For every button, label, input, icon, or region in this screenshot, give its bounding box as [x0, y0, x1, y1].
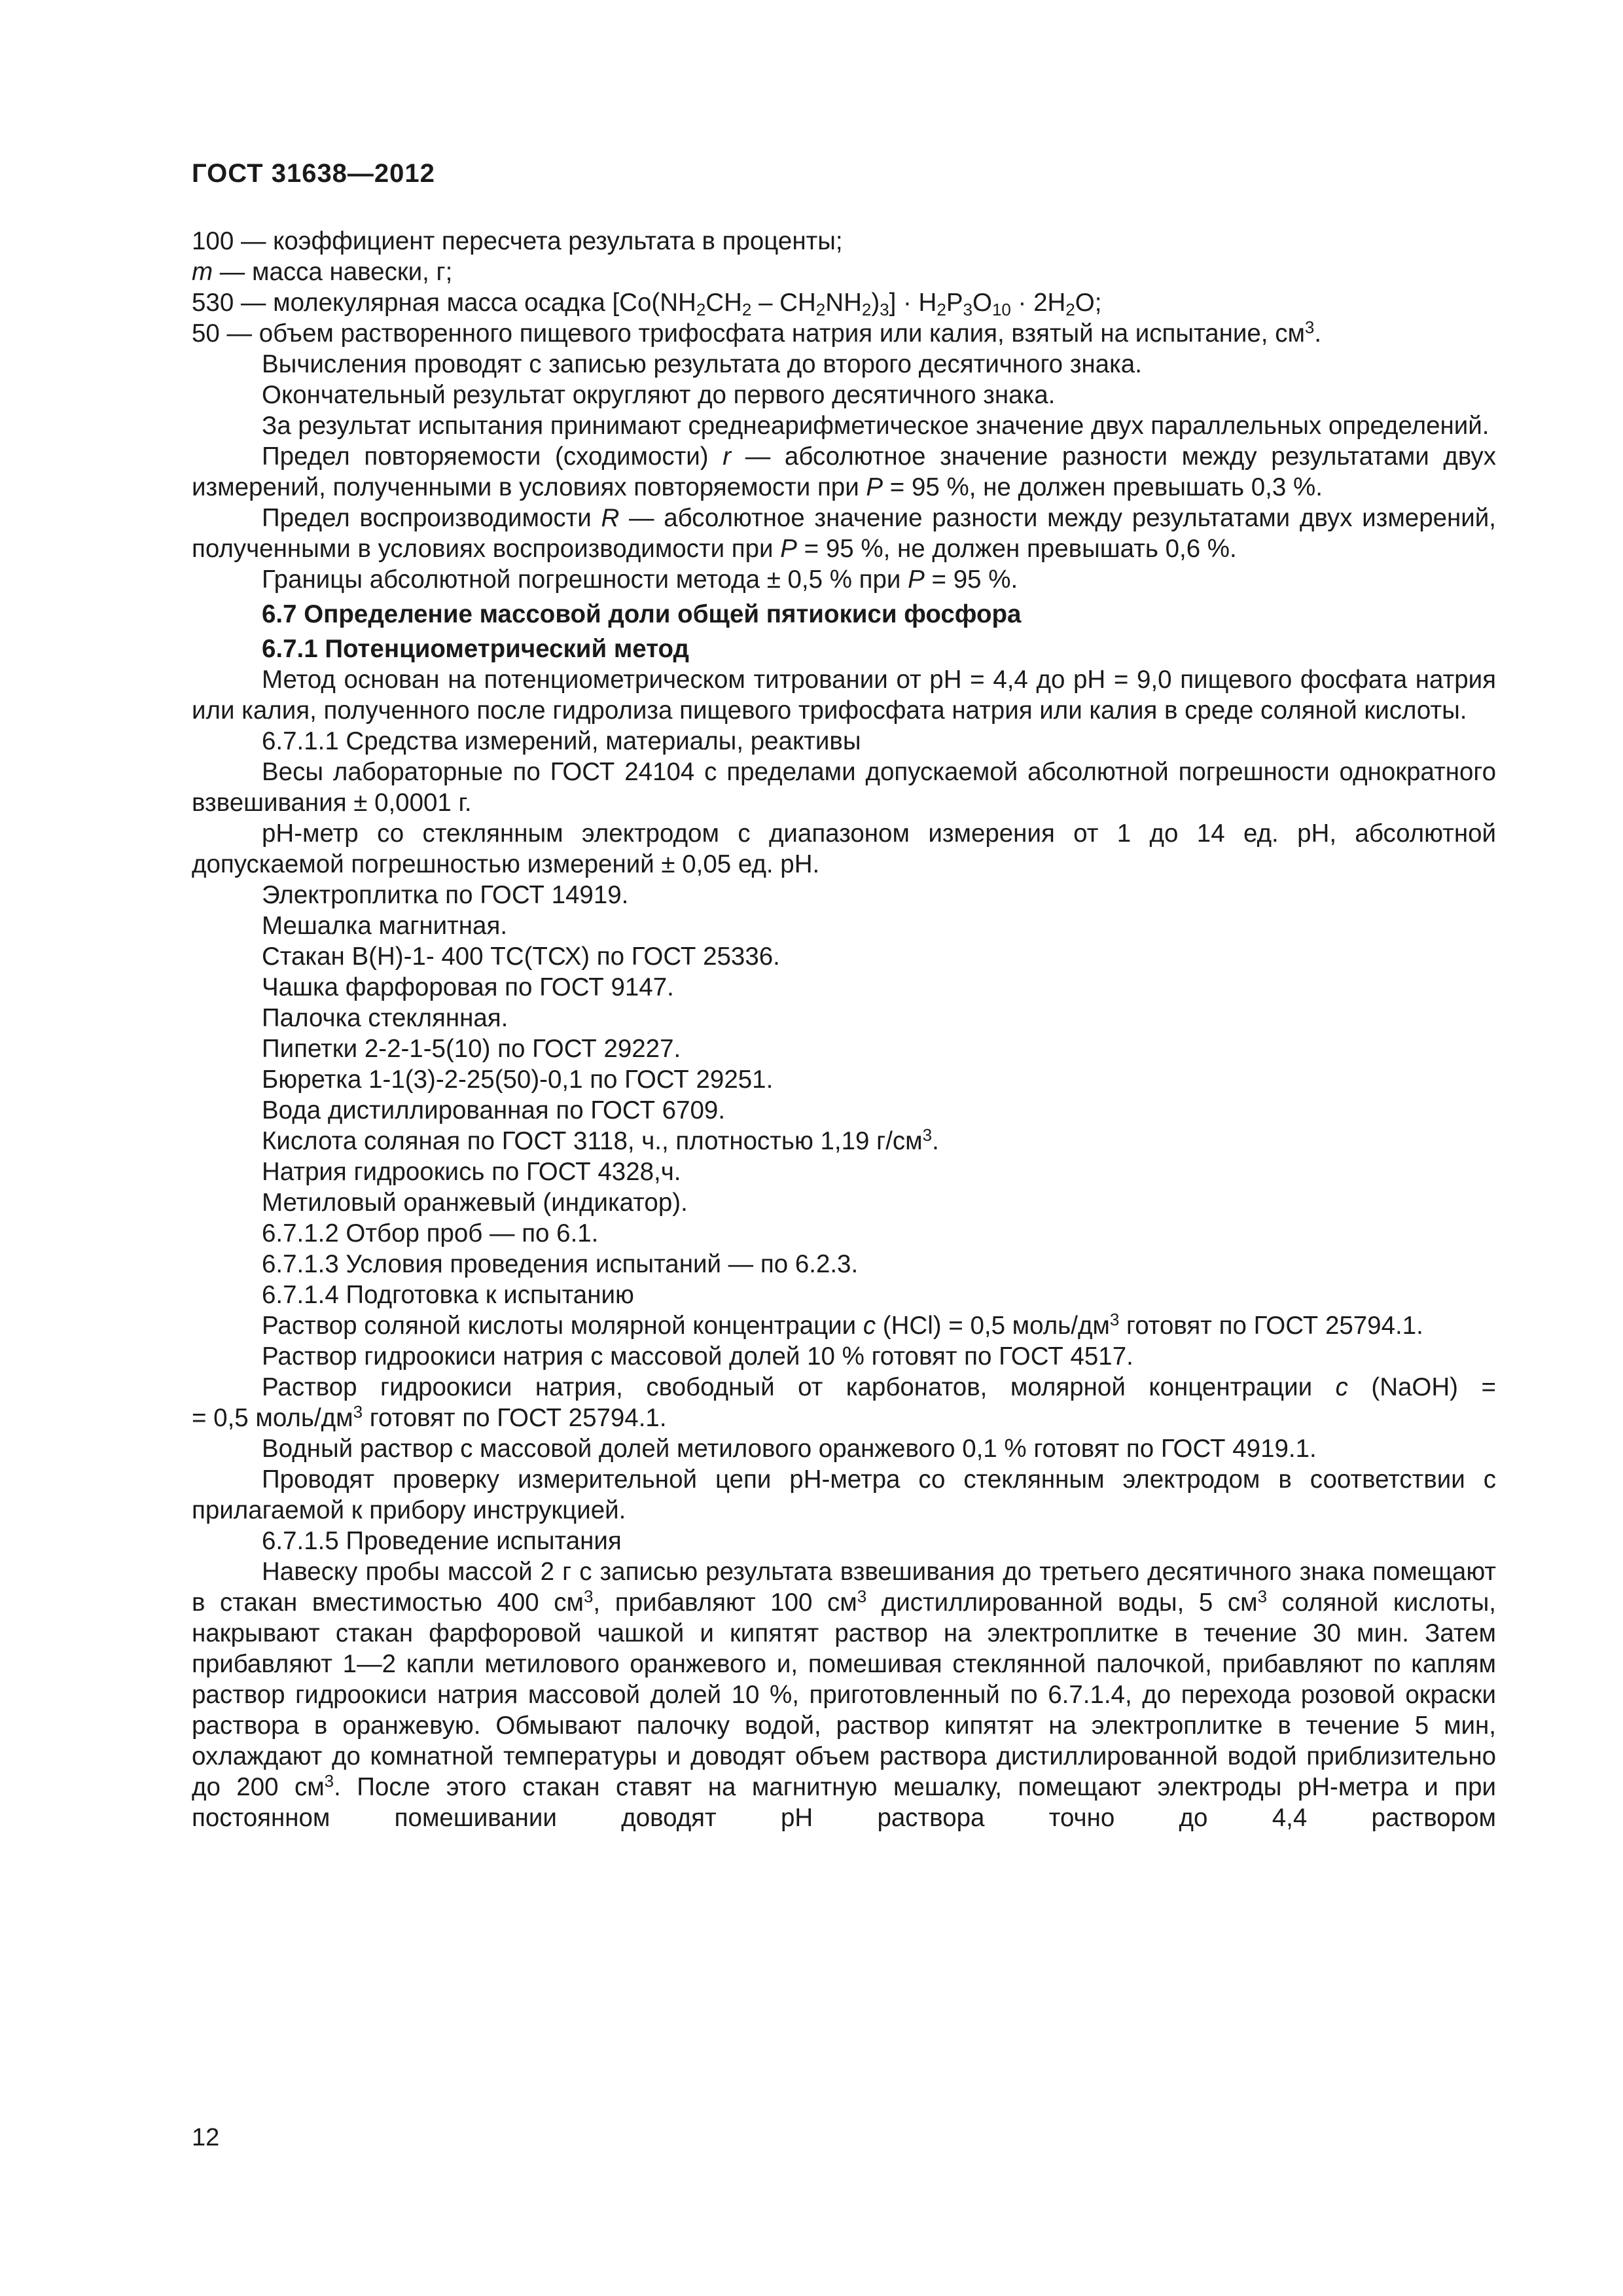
section-heading-6-7-1: 6.7.1 Потенциометрический метод: [262, 635, 689, 663]
paragraph-procedure: Навеску пробы массой 2 г с записью результата взвешивания до третьего десятичного знака помещают в стакан вместимостью 400 $см^3$, прибавляют 100 $см^3$ дистиллированной воды, 5 $см^3$ соляной кислоты, накрывают стакан фарфоровой чашкой и кипятят раствор на электроплитке в течение 30 мин. Затем прибавляют 1—2 капли метилового оранжевого и, помешивая стеклянной палочкой, прибавляют по каплям раствор гидроокиси натрия массовой долей 10 %, приготовленный по 6.7.1.4, до перехода розовой окраски раствора в оранжевую. Обмывают палочку водой, раствор кипятят на электроплитке в течение 5 мин, охлаждают до комнатной температуры и доводят объем раствора дистиллированной водой приблизительно до 200 $см^3$. После этого стакан ставят на магнитную мешалку, помещают электроды рН-метра и при постоянном помешивании доводят рН раствора точно до 4,4 раствором: [192, 1558, 1496, 1832]
paragraph-calc3: За результат испытания принимают среднеарифметическое значение двух параллельных определений.: [262, 412, 1489, 440]
subsection-6-7-1-3: 6.7.1.3 Условия проведения испытаний — по 6.2.3.: [262, 1250, 859, 1278]
paragraph-hcl: Раствор соляной кислоты молярной концентрации c (HCl) = 0,5 моль/$дм^3$ готовят по ГОСТ 25794.1.: [262, 1310, 1423, 1340]
paragraph-naoh-free-line2: = 0,5 моль/$дм^3$ готовят по ГОСТ 25794.1.: [192, 1402, 667, 1432]
document-header: ГОСТ 31638—2012: [192, 159, 435, 188]
subsection-6-7-1-1: 6.7.1.1 Средства измерений, материалы, реактивы: [262, 727, 861, 755]
list-item: Метиловый оранжевый (индикатор).: [262, 1189, 688, 1217]
paragraph-calc1: Вычисления проводят с записью результата до второго десятичного знака.: [262, 350, 1142, 378]
section-heading-6-7: 6.7 Определение массовой доли общей пятиокиси фосфора: [262, 600, 1022, 628]
paragraph-ph-meter: рН-метр со стеклянным электродом с диапазоном измерения от 1 до 14 ед. рН, абсолютной допускаемой погрешностью измерений ± 0,05 ед. рН.: [192, 819, 1496, 878]
list-item: Пипетки 2-2-1-5(10) по ГОСТ 29227.: [262, 1035, 681, 1063]
subsection-6-7-1-5: 6.7.1.5 Проведение испытания: [262, 1527, 622, 1555]
paragraph-check: Проводят проверку измерительной цепи рН-метра со стеклянным электродом в соответствии с прилагаемой к прибору инструкцией.: [192, 1465, 1496, 1524]
list-item: Бюретка 1-1(3)-2-25(50)-0,1 по ГОСТ 29251.: [262, 1066, 774, 1094]
page-number: 12: [192, 2124, 220, 2151]
list-item: Электроплитка по ГОСТ 14919.: [262, 881, 629, 909]
paragraph-reproducibility: Предел воспроизводимости R — абсолютное значение разности между результатами двух измерений, полученными в условиях воспроизводимости при P = 95 %, не должен превышать 0,6 %.: [192, 504, 1496, 563]
paragraph-naoh-free-line1: Раствор гидроокиси натрия, свободный от карбонатов, молярной концентрации c (NaOH) =: [262, 1373, 1496, 1401]
definition-100: 100 — коэффициент пересчета результата в проценты;: [192, 227, 843, 255]
document-body: [192, 226, 1496, 1833]
list-item: Кислота соляная по ГОСТ 3118, ч., плотностью 1,19 $г/см^3$.: [262, 1125, 939, 1155]
subsection-6-7-1-2: 6.7.1.2 Отбор проб — по 6.1.: [262, 1219, 599, 1247]
list-item: Чашка фарфоровая по ГОСТ 9147.: [262, 973, 674, 1001]
list-item: Вода дистиллированная по ГОСТ 6709.: [262, 1096, 726, 1124]
list-item: Мешалка магнитная.: [262, 912, 508, 940]
definition-m: m — масса навески, г;: [192, 258, 453, 286]
definition-530: 530 — молекулярная масса осадка $[Co(NH_2CH_2 - CH_2NH_2)_3] \cdot H_2P_3O_{10} \cdot 2H_2O$;: [192, 289, 1102, 319]
subsection-6-7-1-4: 6.7.1.4 Подготовка к испытанию: [262, 1281, 634, 1309]
list-item: Стакан В(Н)-1- 400 ТС(ТСХ) по ГОСТ 25336.: [262, 942, 780, 971]
list-item: Натрия гидроокись по ГОСТ 4328,ч.: [262, 1158, 681, 1186]
paragraph-calc2: Окончательный результат округляют до первого десятичного знака.: [262, 381, 1056, 409]
list-item: Палочка стеклянная.: [262, 1004, 508, 1032]
paragraph-method: Метод основан на потенциометрическом титровании от рН = 4,4 до рН = 9,0 пищевого фосфата натрия или калия, полученного после гидролиза пищевого трифосфата натрия или калия в среде соляной кислоты.: [192, 666, 1496, 725]
paragraph-repeatability: Предел повторяемости (сходимости) r — абсолютное значение разности между результатами двух измерений, полученными в условиях повторяемости при P = 95 %, не должен превышать 0,3 %.: [192, 442, 1496, 501]
paragraph-scales: Весы лабораторные по ГОСТ 24104 с пределами допускаемой абсолютной погрешности однократного взвешивания ± 0,0001 г.: [192, 758, 1496, 817]
paragraph-naoh-10: Раствор гидроокиси натрия с массовой долей 10 % готовят по ГОСТ 4517.: [262, 1342, 1133, 1371]
paragraph-bounds: Границы абсолютной погрешности метода ± 0,5 % при P = 95 %.: [262, 565, 1018, 594]
paragraph-methyl-orange: Водный раствор с массовой долей метилового оранжевого 0,1 % готовят по ГОСТ 4919.1.: [262, 1435, 1317, 1463]
definition-50: 50 — объем растворенного пищевого трифосфата натрия или калия, взятый на испытание, $см^3$.: [192, 317, 1322, 348]
